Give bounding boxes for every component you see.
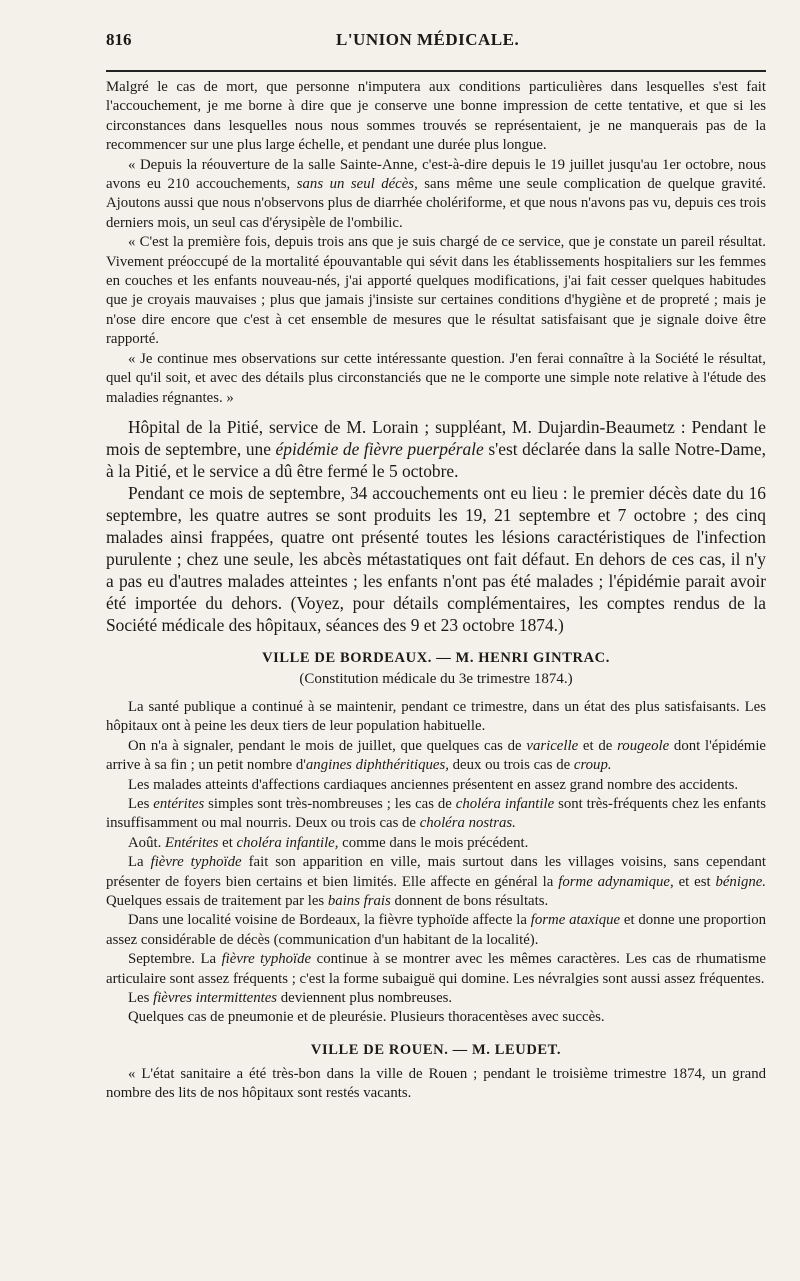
text-run: On n'a à signaler, pendant le mois de juillet, que quelques cas de — [128, 737, 522, 754]
paragraph-text: « Je continue mes observations sur cette intéressante question. J'en ferai connaître à la Société le résultat, quel qu'il soit, et avec des détails plus circonstanciés que ne le comporte une simple note relative à l'étude des maladies régnantes. » — [106, 350, 766, 406]
paragraph-sainte-anne — [106, 156, 766, 234]
text-run: « Depuis la réouverture de la salle Sainte-Anne, c'est-à-dire depuis le 19 juillet jusqu'au 1er octobre, nous avons eu 210 accouchements, — [106, 156, 766, 193]
paragraph-localite-voisine — [106, 911, 766, 950]
italic-run: choléra infantile, — [236, 834, 339, 851]
text-run: continue à se montrer avec les mêmes caractères. Les cas de rhumatisme articulaire sont assez fréquents ; c'est la forme subaiguë qui domine. Les névralgies sont aussi assez fréquentes. — [106, 951, 766, 987]
header-rule — [106, 70, 766, 72]
text-run: deux ou trois cas de — [452, 757, 571, 774]
text-run: Les — [128, 990, 150, 1006]
text-run: et est — [678, 873, 711, 890]
italic-run: croup. — [573, 757, 612, 774]
text-run: s'est déclarée dans la salle Notre-Dame, à la Pitié, et le service a dû être fermé le 5 octobre. — [106, 438, 766, 481]
text-run: et de — [582, 737, 613, 754]
italic-run: sans un seul décès, — [296, 176, 418, 193]
section-heading-bordeaux: VILLE DE BORDEAUX. — M. HENRI GINTRAC. — [262, 649, 610, 666]
text-run: Dans une localité voisine de Bordeaux, la fièvre typhoïde affecte la — [128, 912, 527, 929]
paragraph-septembre — [106, 950, 766, 989]
italic-run: forme ataxique — [530, 912, 621, 929]
paragraph-text: La santé publique a continué à se maintenir, pendant ce trimestre, dans un état des plus satisfaisants. Les hôpitaux ont à peine les deux tiers de leur population habituelle. — [106, 698, 766, 735]
paragraph-enterites — [106, 795, 766, 834]
italic-run: fièvres intermittentes — [153, 990, 278, 1006]
text-run: simples sont très-nombreuses ; les cas de — [208, 795, 452, 812]
text-run: Août. — [128, 834, 162, 851]
italic-run: choléra infantile — [455, 795, 555, 812]
italic-run: fièvre typhoïde — [221, 951, 312, 968]
italic-run: entérites — [153, 795, 205, 812]
text-run: deviennent plus nombreuses. — [280, 990, 453, 1006]
text-run: Septembre. La — [128, 951, 217, 968]
paragraph-pitie — [106, 416, 766, 482]
paragraph-cardiaques — [106, 776, 766, 795]
text-run: sans même une seule complication de quelque gravité. Ajoutons aussi que nous n'observons plus de diarrhée cholériforme, et que nous n'avons pas vu, depuis ces trois derniers mois, un seul cas d'érysipèle de l'ombilic. — [106, 176, 766, 231]
text-run: Hôpital de la Pitié, service de M. Lorain ; suppléant, M. Dujardin-Beaumetz : Pendant le mois de septembre, une — [106, 416, 766, 459]
text-run: fait son apparition en ville, mais surtout dans les villages voisins, sans cependant présenter de foyers bien certains et bien limités. Elle affecte en général la — [106, 854, 767, 890]
italic-run: Entérites — [165, 834, 219, 851]
section-subheading-bordeaux: (Constitution médicale du 3e trimestre 1874.) — [299, 670, 573, 687]
italic-run: épidémie de fièvre puerpérale — [275, 438, 484, 459]
text-run: donnent de bons résultats. — [394, 892, 549, 909]
italic-run: varicelle — [526, 737, 579, 754]
paragraph-text: « L'état sanitaire a été très-bon dans la ville de Rouen ; pendant le troisième trimestre 1874, un grand nombre des lits de nos hôpitaux sont restés vacants. — [106, 1065, 766, 1102]
paragraph-text: Quelques cas de pneumonie et de pleurésie. Plusieurs thoracentèses avec succès. — [128, 1009, 605, 1026]
paragraph-juillet — [106, 737, 766, 776]
italic-run: choléra nostras. — [419, 815, 516, 832]
text-run: comme dans le mois précédent. — [342, 834, 529, 851]
italic-run: rougeole — [617, 737, 670, 754]
paragraph-text: Les malades atteints d'affections cardiaques anciennes présentent en assez grand nombre des accidents. — [128, 776, 739, 793]
text-run: Quelques essais de traitement par les — [106, 892, 325, 909]
italic-run: angines diphthéritiques, — [305, 757, 449, 774]
page-header — [106, 30, 766, 64]
paragraph-etat-sanitaire — [106, 1065, 766, 1104]
running-title: L'UNION MÉDICALE. — [336, 30, 520, 49]
paragraph-sante-publique — [106, 698, 766, 737]
italic-run: bains frais — [327, 892, 391, 909]
italic-run: fièvre typhoïde — [150, 854, 242, 871]
italic-run: forme adynamique, — [558, 873, 674, 890]
paragraph-fievres-intermittentes — [106, 989, 766, 1008]
italic-run: bénigne. — [715, 873, 767, 890]
page-number: 816 — [106, 30, 132, 49]
paragraph-malgre — [106, 78, 766, 156]
paragraph-text: Malgré le cas de mort, que personne n'imputera aux conditions particulières dans lesquelles s'est fait l'accouchement, je me borne à dire que je conserve une bonne impression de cette tentative, et que si les circonstances dans lesquelles nous nous sommes trouvés se représentaient, je ne manquerais pas de la recommencer sur une plus large échelle, et pendant une durée plus longue. — [106, 79, 766, 154]
paragraph-pneumonie — [106, 1008, 766, 1027]
text-run: sont très-fréquents chez les enfants insuffisamment ou mal nourris. Deux ou trois cas de — [106, 795, 766, 832]
text-run: Les — [128, 795, 150, 812]
text-run: dont l'épidémie arrive à sa fin ; un petit nombre d' — [106, 737, 766, 774]
paragraph-premiere-fois — [106, 233, 766, 349]
text-run: et donne une proportion assez considérable de décès (communication d'un habitant de la localité). — [106, 912, 766, 948]
section-heading-rouen: VILLE DE ROUEN. — M. LEUDET. — [310, 1041, 562, 1058]
paragraph-pitie-details — [106, 482, 766, 636]
paragraph-text: Pendant ce mois de septembre, 34 accouchements ont eu lieu : le premier décès date du 16 septembre, les quatre autres se sont produits les 19, 21 septembre et 7 octobre ; des cinq malades ainsi frappées, quatre ont présenté toutes les lésions caractéristiques de l'infection purulente ; chez une seule, les abcès métastatiques ont fait défaut. En dehors de ces cas, il n'y a pas eu d'autres malades atteintes ; les enfants n'ont pas été malades ; l'épidémie parait avoir été importée du dehors. (Voyez, pour détails complémentaires, les comptes rendus de la Société médicale des hôpitaux, séances des 9 et 23 octobre 1874.) — [106, 482, 766, 635]
paragraph-observations — [106, 350, 766, 408]
paragraph-aout — [106, 834, 766, 853]
paragraph-fievre-typhoide — [106, 853, 766, 911]
text-run: La — [128, 854, 144, 871]
text-run: et — [222, 834, 233, 851]
paragraph-text: « C'est la première fois, depuis trois ans que je suis chargé de ce service, que je constate un pareil résultat. Vivement préoccupé de la mortalité épouvantable qui sévit dans les établissements hospitaliers sur les femmes en couches et les enfants nouveau-nés, j'ai apporté quelques modifications, j'ai fait cesser quelques habitudes que je croyais mauvaises ; plus que jamais j'insiste sur certaines conditions d'hygiène et de propreté ; mais je n'ose dire encore que c'est à cet ensemble de mesures que le résultat satisfaisant que je signale doive être rapporté. — [106, 234, 766, 348]
